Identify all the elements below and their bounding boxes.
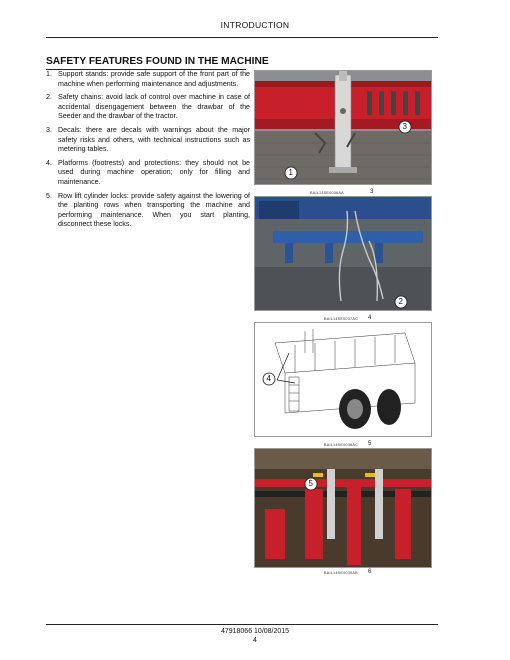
safety-feature-list <box>46 70 250 234</box>
line-drawing-platforms <box>254 322 432 437</box>
figure-number: 6 <box>368 569 372 575</box>
list-item-text: Support stands: provide safe support of the front part of the machine when performing maintenance and adjustments. <box>58 70 250 88</box>
list-item-text: Safety chains: avoid lack of control over machine in case of accidental disengagement between the drawbar of the Seeder and the drawbar of the tractor. <box>58 93 250 121</box>
callout-2: 2 <box>394 295 408 314</box>
running-header: INTRODUCTION <box>220 20 290 30</box>
footer-doc-id: 47918066 10/08/2015 <box>220 628 290 635</box>
figure-safety-chains <box>254 196 432 326</box>
callout-3: 3 <box>398 120 412 139</box>
list-item <box>46 192 250 230</box>
list-item <box>46 126 250 155</box>
list-item <box>46 70 250 89</box>
photo-safety-chains <box>254 196 432 311</box>
list-item-number: 4. <box>46 158 52 167</box>
footer-rule <box>46 624 438 625</box>
callout-4: 4 <box>262 372 276 391</box>
figure-number: 3 <box>370 189 374 195</box>
list-item-number: 3. <box>46 125 52 134</box>
page-number: 4 <box>253 637 257 644</box>
figure-caption: BAIL14SE0037AC <box>324 317 359 321</box>
list-item-text: Row lift cylinder locks: provide safety against the lowering of the planting rows when transporting the machine and performing maintenance. When you start planting, disconnect these locks. <box>58 191 250 229</box>
figure-platforms <box>254 322 432 452</box>
figure-support-stand <box>254 70 432 200</box>
header-rule <box>46 37 438 38</box>
list-item-number: 5. <box>46 191 52 200</box>
figure-caption: BAIL14SE0039AB <box>324 571 358 575</box>
callout-1: 1 <box>284 166 298 185</box>
photo-row-lift-locks <box>254 448 432 568</box>
list-item <box>46 93 250 122</box>
list-item-text: Decals: there are decals with warnings about the major safety risks and others, with technical instructions such as metering tables. <box>58 125 250 154</box>
figure-number: 4 <box>368 315 372 321</box>
figure-row-lift-locks <box>254 448 432 584</box>
callout-5: 5 <box>304 477 318 496</box>
figure-caption: BAIL14SE0038AC <box>324 443 359 447</box>
section-title: SAFETY FEATURES FOUND IN THE MACHINE <box>46 56 269 67</box>
list-item-text: Platforms (footrests) and protections: they should not be used during machine operation; only for filling and maintenance. <box>58 158 250 186</box>
list-item-number: 2. <box>46 93 52 102</box>
list-item-number: 1. <box>46 70 52 78</box>
figure-caption: BAIL14SE0036AA <box>310 191 344 195</box>
list-item <box>46 159 250 188</box>
figure-number: 5 <box>368 441 372 447</box>
